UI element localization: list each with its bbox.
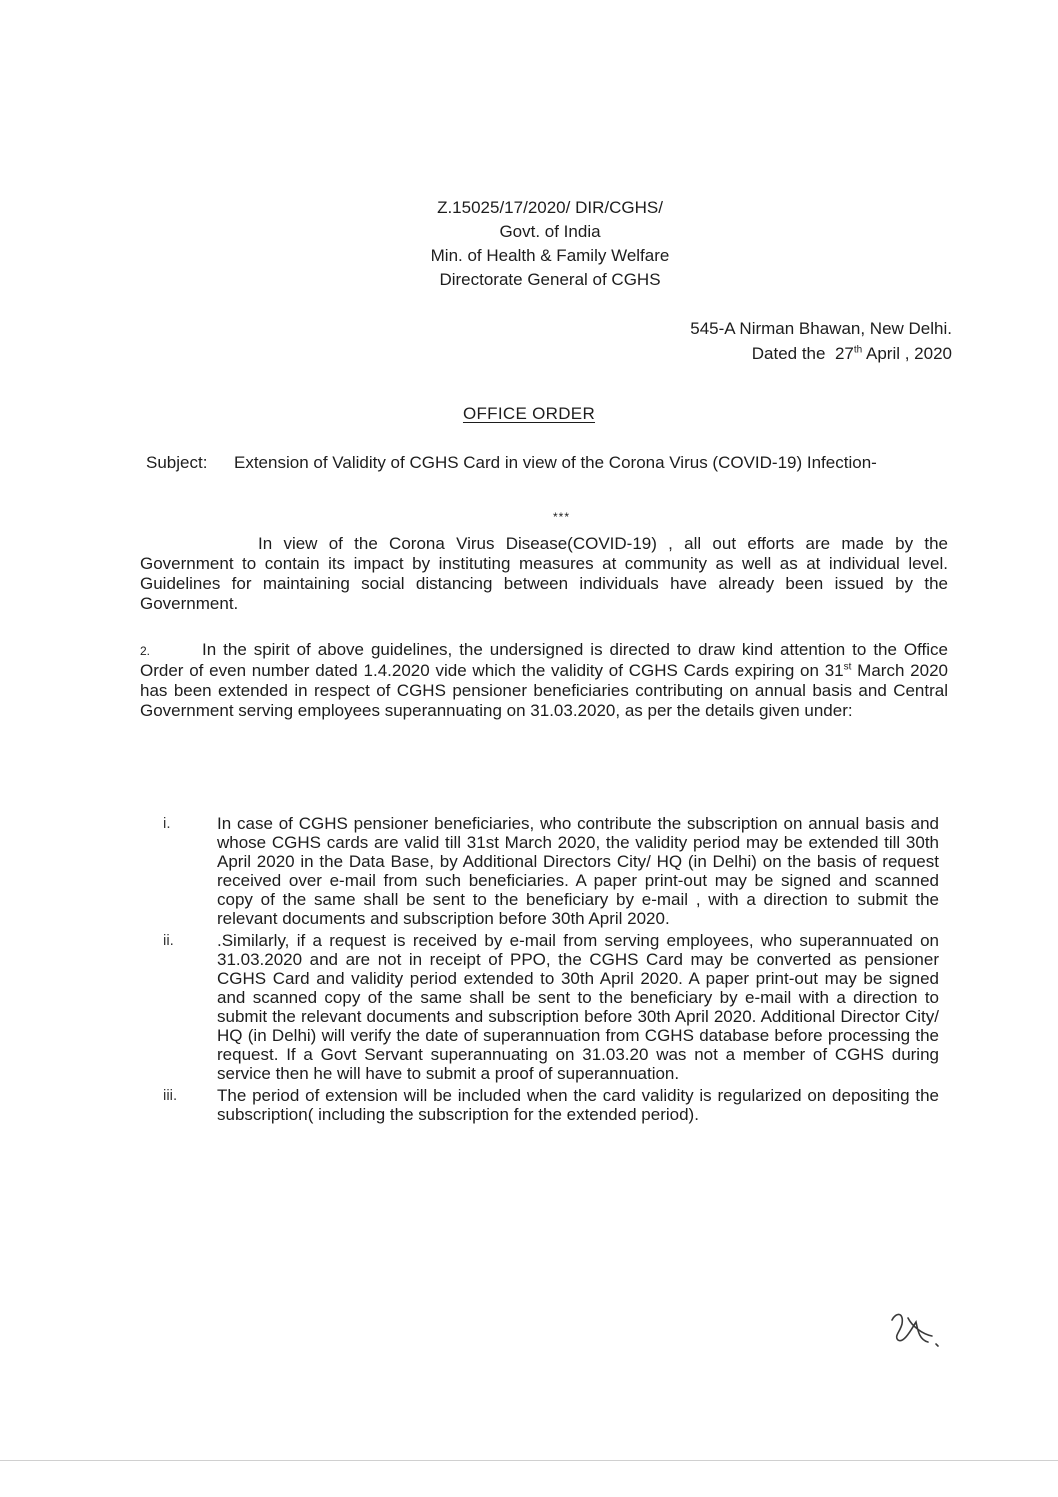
date-month-year: April , 2020: [866, 344, 952, 363]
date-day: 27: [834, 344, 854, 363]
letterhead: [380, 196, 720, 292]
list-item: [163, 814, 939, 928]
address-block: [690, 316, 952, 366]
section-separator: ***: [553, 510, 571, 524]
subject-label: Subject:: [146, 453, 208, 472]
subject-text: Extension of Validity of CGHS Card in view of the Corona Virus (COVID-19) Infection-: [234, 453, 877, 472]
document-title: [0, 404, 1058, 424]
government-name: Govt. of India: [499, 222, 601, 241]
paragraph-number: 2.: [140, 644, 151, 658]
paragraph-2-text-a: In the spirit of above guidelines, the undersigned is directed to draw kind attention to the Office Order of even number dated 1.4.2020 vide which the validity of CGHS Cards expiring on 31: [140, 640, 948, 680]
list-item-numeral: i.: [163, 815, 171, 832]
signature-initials-icon: [878, 1298, 948, 1358]
list-item-numeral: iii.: [163, 1087, 178, 1104]
date-day-suffix: th: [853, 344, 863, 356]
paragraph-2-text-b: March 2020 has been extended in respect of CGHS pensioner beneficiaries contributing on annual basis and Central Government serving employees superannuating on 31.03.2020, as per the details given under:: [140, 661, 948, 720]
office-order-heading: OFFICE ORDER: [462, 404, 596, 423]
list-item-numeral: ii.: [163, 932, 174, 949]
list-item: [163, 931, 939, 1083]
list-item-text: In case of CGHS pensioner beneficiaries, who contribute the subscription on annual basis and whose CGHS cards are valid till 31st March 2020, the validity period may be extended till 30th April 2020 in the Data Base, by Additional Directors City/ HQ (in Delhi) on the basis of request received over e-mail from such beneficiaries. A paper print-out may be signed and scanned copy of the same shall be sent to the beneficiary by e-mail , with a direction to submit the relevant documents and subscription before 30th April 2020.: [217, 814, 939, 928]
directions-list: [163, 814, 939, 1127]
page-divider: [0, 1460, 1058, 1461]
dated-prefix: Dated the: [751, 344, 826, 363]
paragraph-1: In view of the Corona Virus Disease(COVID-19) , all out efforts are made by the Government to contain its impact by instituting measures at community as well as at individual level. Guidelines for maintaining social distancing between individuals have already been issued by the Government.: [140, 534, 948, 613]
ministry-name: Min. of Health & Family Welfare: [430, 246, 670, 265]
office-address: 545-A Nirman Bhawan, New Delhi.: [690, 319, 952, 338]
paragraph-2: [140, 640, 948, 721]
directorate-name: Directorate General of CGHS: [439, 270, 661, 289]
list-item-text: .Similarly, if a request is received by e-mail from serving employees, who superannuated on 31.03.2020 and are not in receipt of PPO, the CGHS Card may be converted as pensioner CGHS Card and validity period extended to 30th April 2020. A paper print-out may be signed and scanned copy of the same shall be sent to the beneficiary by e-mail with a direction to submit the relevant documents and subscription before 30th April 2020. Additional Director City/ HQ (in Delhi) will verify the date of superannuation from CGHS database before processing the request. If a Govt Servant superannuating on 31.03.20 was not a member of CGHS during service then he will have to submit a proof of superannuation.: [217, 931, 939, 1083]
list-item: [163, 1086, 939, 1124]
order-date: [690, 341, 952, 366]
reference-number: Z.15025/17/2020/ DIR/CGHS/: [437, 198, 663, 217]
subject-block: [146, 450, 950, 475]
paragraph-2-superscript: st: [843, 661, 852, 673]
list-item-text: The period of extension will be included when the card validity is regularized on depositing the subscription( including the subscription for the extended period).: [217, 1086, 939, 1124]
